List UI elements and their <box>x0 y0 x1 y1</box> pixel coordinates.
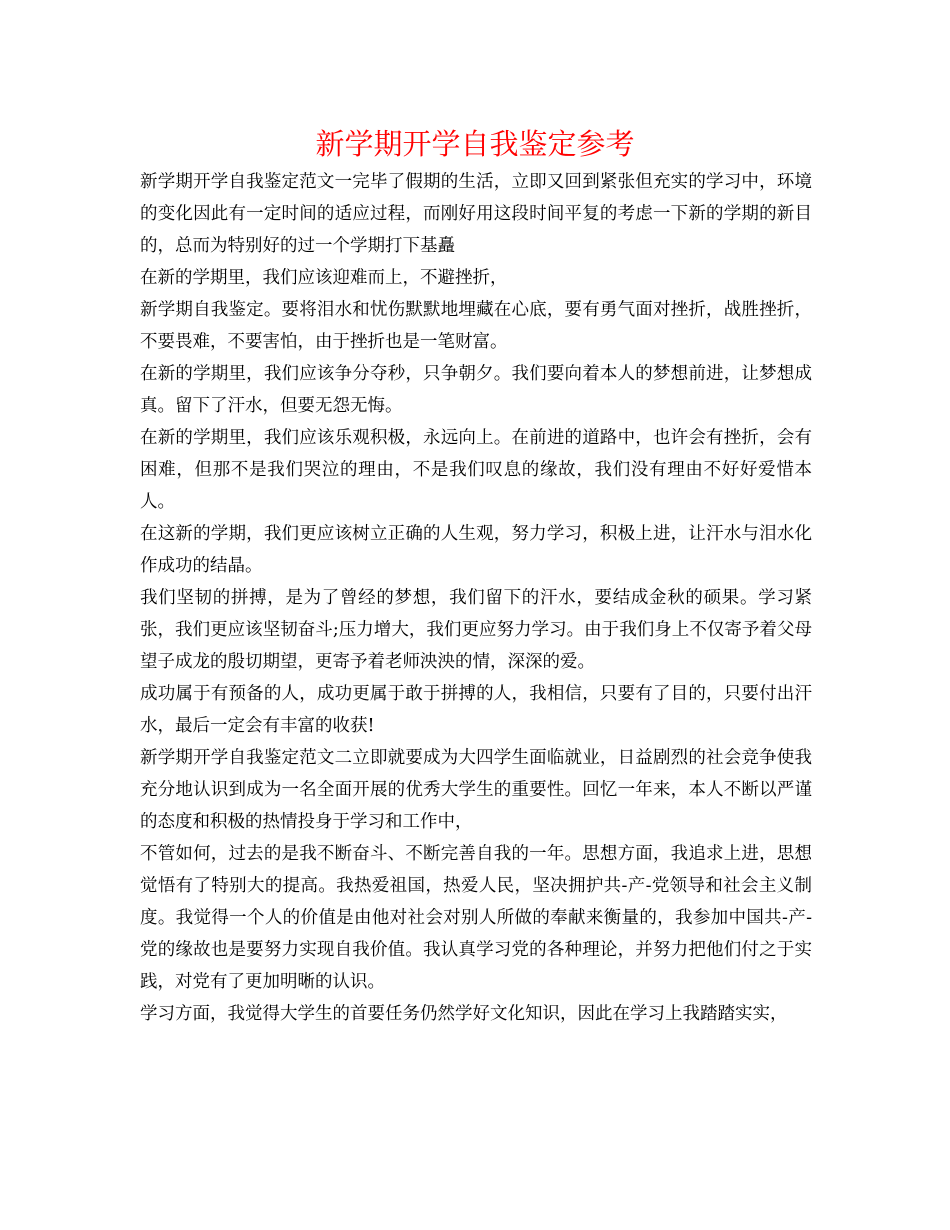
paragraph: 在新的学期里，我们应该迎难而上，不避挫折， <box>140 268 508 288</box>
paragraph: 成功属于有预备的人，成功更属于敢于拼搏的人，我相信，只要有了目的，只要付出汗水，最后一定会有丰富的收获! <box>140 684 812 736</box>
paragraph: 在新的学期里，我们应该争分夺秒，只争朝夕。我们要向着本人的梦想前进，让梦想成真。留下了汗水，但要无怨无悔。 <box>140 364 812 416</box>
paragraph: 不管如何，过去的是我不断奋斗、不断完善自我的一年。思想方面，我追求上进，思想觉悟有了特别大的提高。我热爱祖国，热爱人民，坚决拥护共-产-党领导和社会主义制度。我觉得一个人的价值是由他对社会对别人所做的奉献来衡量的，我参加中国共-产-党的缘故也是要努力实现自我价值。我认真学习党的各种理论，并努力把他们付之于实践，对党有了更加明晰的认识。 <box>140 844 812 992</box>
paragraph: 在新的学期里，我们应该乐观积极，永远向上。在前进的道路中，也许会有挫折，会有困难，但那不是我们哭泣的理由，不是我们叹息的缘故，我们没有理由不好好爱惜本人。 <box>140 428 812 512</box>
document-title: 新学期开学自我鉴定参考 <box>315 127 635 161</box>
paragraph: 新学期自我鉴定。要将泪水和忧伤默默地埋藏在心底，要有勇气面对挫折，战胜挫折，不要畏难，不要害怕，由于挫折也是一笔财富。 <box>140 300 812 352</box>
paragraph: 在这新的学期，我们更应该树立正确的人生观，努力学习，积极上进，让汗水与泪水化作成功的结晶。 <box>140 524 812 576</box>
paragraph: 我们坚韧的拼搏，是为了曾经的梦想，我们留下的汗水，要结成金秋的硕果。学习紧张，我们更应该坚韧奋斗;压力增大，我们更应努力学习。由于我们身上不仅寄予着父母望子成龙的殷切期望，更寄予着老师泱泱的情，深深的爱。 <box>140 588 812 672</box>
paragraph: 学习方面，我觉得大学生的首要任务仍然学好文化知识，因此在学习上我踏踏实实， <box>140 1004 788 1024</box>
paragraph: 新学期开学自我鉴定范文二立即就要成为大四学生面临就业，日益剧烈的社会竞争使我充分地认识到成为一名全面开展的优秀大学生的重要性。回忆一年来，本人不断以严谨的态度和积极的热情投身于学习和工作中， <box>140 748 812 832</box>
paragraph: 新学期开学自我鉴定范文一完毕了假期的生活，立即又回到紧张但充实的学习中，环境的变化因此有一定时间的适应过程，而刚好用这段时间平复的考虑一下新的学期的新目的，总而为特别好的过一个学期打下基矗 <box>140 172 812 256</box>
document-body <box>140 166 812 1030</box>
